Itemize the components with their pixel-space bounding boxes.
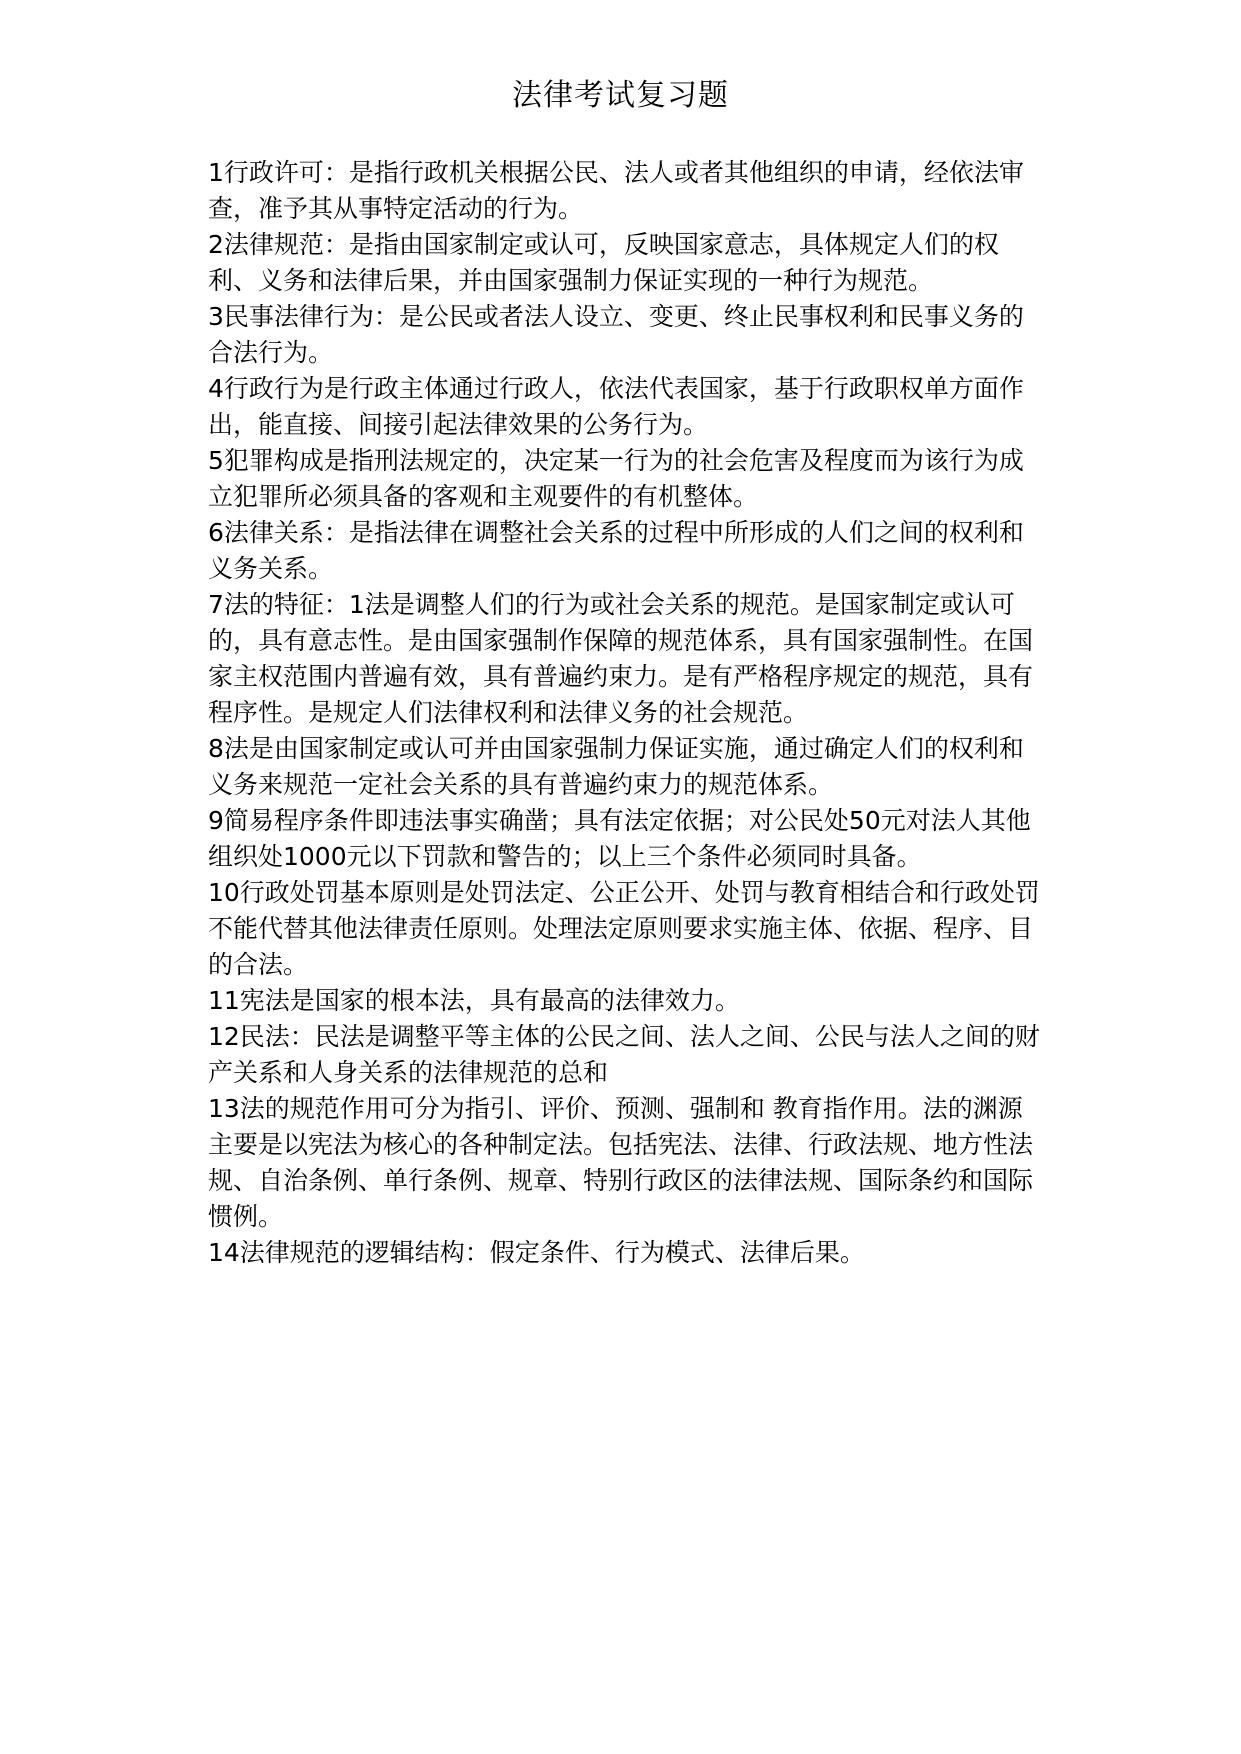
- paragraph-4: 4行政行为是行政主体通过行政人，依法代表国家，基于行政职权单方面作出，能直接、间接引起法律效果的公务行为。: [208, 374, 1024, 439]
- page-title: 法律考试复习题: [512, 78, 729, 113]
- paragraph-12: 12民法：民法是调整平等主体的公民之间、法人之间、公民与法人之间的财产关系和人身关系的法律规范的总和: [208, 1022, 1040, 1087]
- paragraph-1: 1行政许可：是指行政机关根据公民、法人或者其他组织的申请，经依法审查，准予其从事特定活动的行为。: [208, 158, 1024, 223]
- paragraph-14: 14法律规范的逻辑结构：假定条件、行为模式、法律后果。: [208, 1238, 865, 1267]
- paragraph-10: 10行政处罚基本原则是处罚法定、公正公开、处罚与教育相结合和行政处罚不能代替其他法律责任原则。处理法定原则要求实施主体、依据、程序、目的合法。: [208, 878, 1040, 979]
- paragraph-3: 3民事法律行为：是公民或者法人设立、变更、终止民事权利和民事义务的合法行为。: [208, 302, 1024, 367]
- document-body: [208, 155, 1043, 1271]
- paragraph-9: 9简易程序条件即违法事实确凿；具有法定依据；对公民处50元对法人其他组织处1000元以下罚款和警告的；以上三个条件必须同时具备。: [208, 806, 1031, 871]
- paragraph-2: 2法律规范：是指由国家制定或认可，反映国家意志，具体规定人们的权利、义务和法律后果，并由国家强制力保证实现的一种行为规范。: [208, 230, 999, 295]
- paragraph-6: 6法律关系：是指法律在调整社会关系的过程中所形成的人们之间的权利和义务关系。: [208, 518, 1024, 583]
- paragraph-8: 8法是由国家制定或认可并由国家强制力保证实施，通过确定人们的权利和义务来规范一定社会关系的具有普遍约束力的规范体系。: [208, 734, 1024, 799]
- paragraph-5: 5犯罪构成是指刑法规定的，决定某一行为的社会危害及程度而为该行为成立犯罪所必须具备的客观和主观要件的有机整体。: [208, 446, 1024, 511]
- paragraph-13: 13法的规范作用可分为指引、评价、预测、强制和 教育指作用。法的渊源主要是以宪法为核心的各种制定法。包括宪法、法律、行政法规、地方性法规、自治条例、单行条例、规章、特别行政区的法律法规、国际条约和国际惯例。: [208, 1094, 1034, 1231]
- paragraph-11: 11宪法是国家的根本法，具有最高的法律效力。: [208, 986, 740, 1015]
- paragraph-7: 7法的特征：1法是调整人们的行为或社会关系的规范。是国家制定或认可的，具有意志性。是由国家强制作保障的规范体系，具有国家强制性。在国家主权范围内普遍有效，具有普遍约束力。是有严格程序规定的规范，具有程序性。是规定人们法律权利和法律义务的社会规范。: [208, 590, 1034, 727]
